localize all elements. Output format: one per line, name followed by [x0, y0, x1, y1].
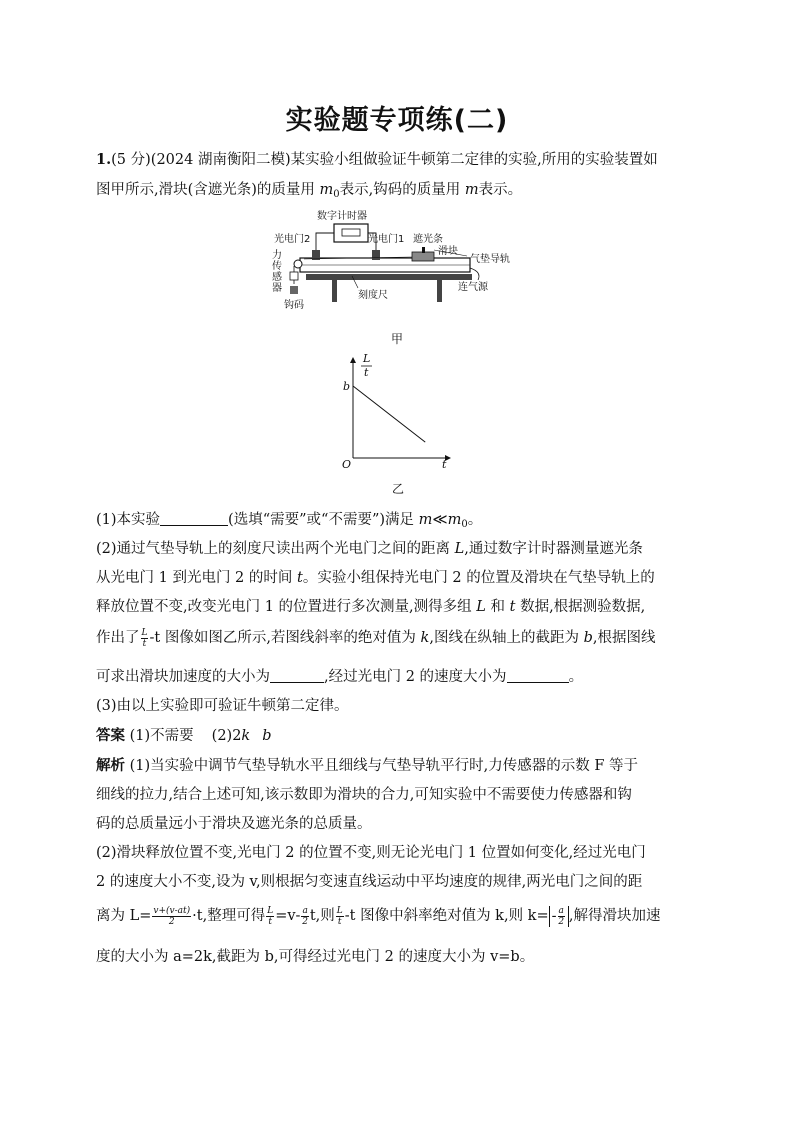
fraction-den: t: [142, 638, 147, 649]
a6-frac-5-den: 2: [558, 916, 565, 927]
hook-weight: [290, 286, 298, 294]
analysis-line-3: 码的总质量远小于滑块及遮光条的总质量。: [96, 816, 372, 832]
part1-symbol-ll: ≪: [432, 512, 448, 528]
label-shade: 遮光条: [413, 234, 443, 245]
a6-text-d: t,则: [309, 908, 335, 924]
question-part-2-line-4: [96, 626, 655, 649]
p2-l4f: ,根据图线: [592, 630, 656, 646]
question-1-intro: [96, 148, 658, 169]
question-part-2-line-3: [96, 595, 645, 616]
x-label: t: [442, 458, 447, 470]
label-hook: 钩码: [284, 300, 304, 311]
analysis-line-4: (2)滑块释放位置不变,光电门 2 的位置不变,则无论光电门 1 位置如何变化,经过光电门: [96, 845, 646, 861]
label-scale: 刻度尺: [358, 290, 388, 301]
a6-frac-1-den: 2: [168, 916, 175, 927]
p2-l3c: 和: [485, 599, 510, 615]
answer-line: [96, 724, 272, 745]
answer-k: k: [241, 728, 251, 744]
p2-l4b: -t 图像如图乙所示,若图线斜率的绝对值为: [149, 630, 421, 646]
a6-text-c: =v-: [275, 908, 301, 924]
part1-text-b: (选填“需要”或“不需要”)满足: [228, 512, 419, 528]
y-label-denominator: t: [364, 366, 369, 379]
part1-subscript: 0: [461, 519, 468, 530]
question-number: 1.: [96, 151, 112, 168]
p2-l4d: ,图线在纵轴上的截距为: [429, 630, 584, 646]
p2-l4c: k: [420, 630, 430, 646]
analysis-line-5: 2 的速度大小不变,设为 v,则根据匀变速直线运动中平均速度的规律,两光电门之间的距: [96, 874, 643, 890]
fraction-L-over-t: [141, 628, 149, 649]
label-force-sensor-2: 传: [272, 261, 282, 272]
question-part-1: [96, 508, 482, 530]
label-gate2: 光电门2: [274, 234, 311, 245]
label-force-sensor-3: 感: [272, 272, 282, 283]
analysis-label: 解析: [96, 757, 125, 774]
table-top: [306, 274, 472, 280]
part1-symbol-m0: m: [447, 512, 462, 528]
a6-text-e: -t 图像中斜率绝对值为 k,则 k=: [344, 908, 549, 924]
analysis-text-1: (1)当实验中调节气垫导轨水平且细线与气垫导轨平行时,力传感器的示数 F 等于: [125, 758, 639, 774]
analysis-line-7: 度的大小为 a=2k,截距为 b,可得经过光电门 2 的速度大小为 v=b。: [96, 949, 535, 965]
p2-l5c: 。: [568, 669, 584, 685]
a6-abs-minus: -: [551, 908, 557, 924]
timer-screen: [342, 229, 360, 236]
analysis-line-2: 细线的拉力,结合上述可知,该示数即为滑块的合力,可知实验中不需要使力传感器和钩: [96, 787, 632, 803]
a6-frac-4-den: t: [337, 916, 342, 927]
a6-frac-3-den: 2: [302, 916, 308, 927]
force-sensor: [290, 272, 298, 280]
p2-l2b: t: [297, 570, 303, 586]
a6-frac-3-num: a: [302, 905, 308, 916]
answer-blank-2[interactable]: [270, 668, 324, 683]
p2-l3b: L: [476, 599, 486, 615]
fraction-num: L: [141, 627, 148, 638]
origin-label: O: [342, 458, 352, 470]
a6-frac-1-num: v+(v-at): [153, 905, 191, 916]
a6-frac-2-num: L: [267, 905, 274, 916]
part1-symbol-m: m: [418, 512, 433, 528]
p2-l1a: (2)通过气垫导轨上的刻度尺读出两个光电门之间的距离: [96, 541, 455, 557]
answer-blank-1[interactable]: [160, 511, 228, 526]
p2-l2c: 。实验小组保持光电门 2 的位置及滑块在气垫导轨上的: [302, 570, 655, 586]
label-force-sensor-4: 器: [272, 283, 282, 294]
p2-l5b: ,经过光电门 2 的速度大小为: [324, 669, 507, 685]
gate1-body: [372, 250, 380, 260]
p2-l1c: ,通过数字计时器测量遮光条: [464, 541, 643, 557]
p2-l4e: b: [583, 630, 593, 646]
question-part-3: (3)由以上实验即可验证牛顿第二定律。: [96, 698, 349, 714]
intro-text-b1: 图甲所示,滑块(含遮光条)的质量用: [96, 182, 320, 198]
a6-frac-2-den: t: [268, 916, 272, 927]
label-rail: 气垫导轨: [470, 254, 510, 265]
p2-l5a: 可求出滑块加速度的大小为: [96, 669, 270, 685]
page-title: 实验题专项练(二): [285, 105, 509, 136]
answer-blank-3[interactable]: [507, 668, 569, 683]
answer-part2: (2)2: [211, 728, 242, 744]
a6-frac-2: [266, 906, 274, 927]
question-1-intro-2: [96, 178, 522, 200]
a6-frac-5: [558, 906, 565, 927]
pulley: [294, 260, 302, 268]
answer-label: 答案: [96, 727, 125, 744]
intro-text-a: (5 分)(2024 湖南衡阳二模)某实验小组做验证牛顿第二定律的实验,所用的实验装置如: [111, 152, 658, 168]
p2-l3e: 数据,根据测验数据,: [515, 599, 646, 615]
part1-text-a: (1)本实验: [96, 512, 161, 528]
p2-l3a: 释放位置不变,改变光电门 1 的位置进行多次测量,测得多组: [96, 599, 477, 615]
label-air: 连气源: [458, 282, 488, 293]
analysis-line-6: [96, 904, 661, 927]
answer-b: b: [262, 728, 272, 744]
figure-yi-caption: 乙: [392, 482, 405, 496]
a6-text-b: ·t,整理可得: [192, 908, 266, 924]
question-part-2-line-2: [96, 566, 655, 587]
analysis-line-1: [96, 754, 638, 775]
intro-text-b3: 表示。: [478, 182, 523, 198]
intro-text-b2: 表示,钩码的质量用: [339, 182, 465, 198]
intercept-label: b: [343, 380, 351, 393]
y-label-numerator: L: [363, 352, 371, 365]
question-part-2-line-5: [96, 665, 583, 686]
question-part-2-line-1: [96, 537, 643, 558]
label-slider: 滑块: [438, 246, 458, 257]
label-timer: 数字计时器: [317, 211, 367, 222]
answer-part1: (1)不需要: [125, 728, 194, 744]
a6-frac-5-num: a: [558, 905, 564, 916]
shade-strip: [422, 247, 425, 253]
p2-l1b: L: [454, 541, 465, 557]
figure-jia-caption: 甲: [391, 332, 404, 346]
slider-block: [412, 252, 434, 261]
symbol-m: m: [464, 182, 479, 198]
label-gate1: 光电门1: [368, 234, 405, 245]
symbol-m0: m: [319, 182, 334, 198]
a6-frac-3: [301, 906, 308, 927]
label-force-sensor-1: 力: [272, 250, 282, 261]
a6-absolute-value: [549, 906, 569, 927]
p2-l4a: 作出了: [96, 630, 140, 646]
a6-text-f: ,解得滑块加速: [568, 908, 661, 924]
p2-l3d: t: [509, 599, 516, 615]
subscript-0: 0: [333, 189, 340, 200]
table-leg-right: [437, 280, 442, 302]
apparatus-figure: [272, 208, 532, 318]
a6-frac-1: [152, 906, 191, 927]
table-leg-left: [332, 280, 337, 302]
timer-box: [334, 224, 368, 242]
a6-frac-4-num: L: [336, 905, 343, 916]
a6-frac-4: [336, 906, 344, 927]
a6-text-a: 离为 L=: [96, 908, 152, 924]
p2-l2a: 从光电门 1 到光电门 2 的时间: [96, 570, 297, 586]
graph-line: [353, 386, 425, 442]
part1-text-end: 。: [467, 512, 483, 528]
graph-figure: [336, 350, 456, 470]
